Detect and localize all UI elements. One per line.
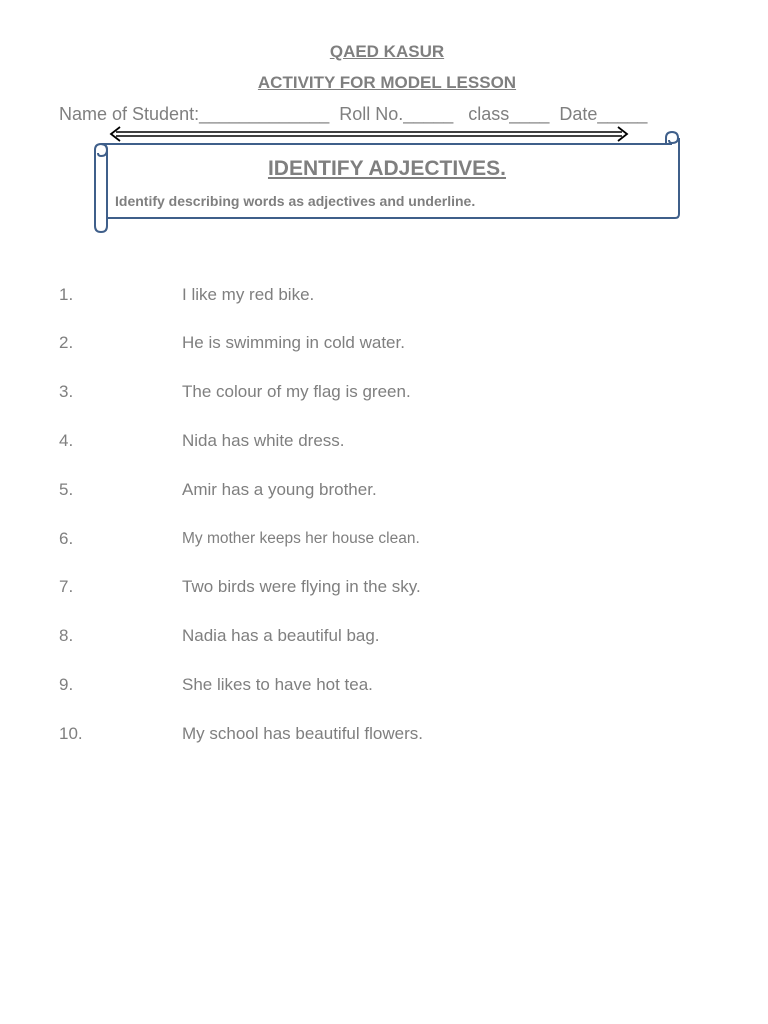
item-number: 9. — [59, 675, 74, 694]
banner-instruction: Identify describing words as adjectives and underline. — [115, 193, 476, 209]
list-item — [0, 723, 768, 745]
list-item — [0, 284, 768, 306]
item-sentence: Nadia has a beautiful bag. — [182, 626, 380, 645]
item-sentence: Amir has a young brother. — [182, 480, 377, 499]
school-title: QAED KASUR — [329, 42, 445, 61]
item-number: 10. — [59, 724, 83, 743]
list-item — [0, 625, 768, 647]
item-number: 6. — [59, 529, 74, 548]
item-sentence: Nida has white dress. — [182, 431, 345, 450]
item-sentence: My school has beautiful flowers. — [182, 724, 423, 743]
student-info-line: Name of Student:_____________ Roll No._____ class____ Date_____ — [59, 104, 648, 124]
item-sentence: I like my red bike. — [182, 285, 315, 304]
item-number: 2. — [59, 333, 74, 352]
activity-title: ACTIVITY FOR MODEL LESSON — [257, 73, 517, 92]
item-sentence: He is swimming in cold water. — [182, 333, 405, 352]
item-sentence: The colour of my flag is green. — [182, 382, 411, 401]
list-item — [0, 479, 768, 501]
item-number: 5. — [59, 480, 74, 499]
item-sentence: Two birds were flying in the sky. — [182, 577, 421, 596]
item-number: 1. — [59, 285, 74, 304]
list-item — [0, 332, 768, 354]
list-item — [0, 674, 768, 696]
list-item — [0, 528, 768, 550]
list-item — [0, 576, 768, 598]
item-number: 7. — [59, 577, 74, 596]
item-number: 8. — [59, 626, 74, 645]
item-number: 4. — [59, 431, 74, 450]
list-item — [0, 381, 768, 403]
scroll-frame — [95, 132, 679, 232]
item-sentence: She likes to have hot tea. — [182, 675, 373, 694]
double-arrow-icon — [111, 127, 627, 141]
list-item — [0, 430, 768, 452]
item-sentence: My mother keeps her house clean. — [182, 530, 420, 547]
banner-heading: IDENTIFY ADJECTIVES. — [267, 157, 507, 180]
item-number: 3. — [59, 382, 74, 401]
